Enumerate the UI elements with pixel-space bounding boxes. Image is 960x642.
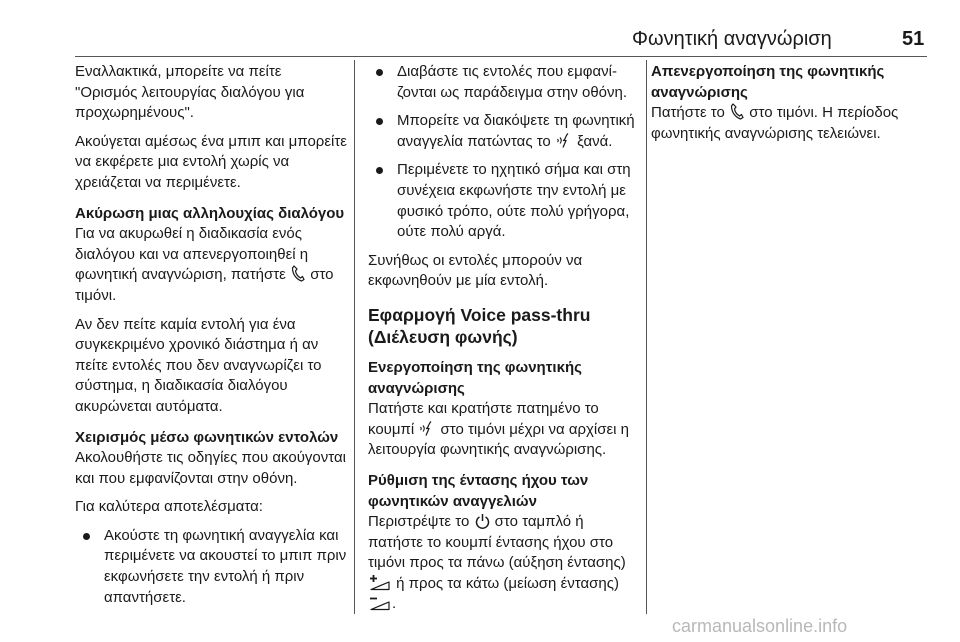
paragraph: Ακολουθήστε τις οδηγίες που ακούγονται και που εμφανίζονται στην οθόνη. bbox=[75, 449, 346, 487]
paragraph: Για καλύτερα αποτελέσματα: bbox=[75, 498, 263, 516]
section-heading: Χειρισμός μέσω φωνητικών εντολών bbox=[75, 428, 339, 446]
paragraph: Συνήθως οι εντολές μπορούν να εκφωνηθούν με μία εντολή. bbox=[368, 251, 583, 290]
section-heading: Ακύρωση μιας αλληλουχίας διαλόγου bbox=[75, 204, 345, 222]
bullet-list bbox=[368, 62, 638, 243]
column-separator bbox=[354, 60, 355, 614]
paragraph: Για να ακυρωθεί η διαδικασία ενός διαλόγου και να απενεργοποιηθεί η φωνητική αναγνώριση, πατήστε στο τιμόνι. bbox=[75, 225, 334, 304]
header-rule bbox=[75, 56, 927, 57]
list-item: Περιμένετε το ηχητικό σήμα και στη συνέχεια εκφωνήστε την εντολή με φυσικό τρόπο, ούτε πολύ γρήγορα, ούτε πολύ αργά. bbox=[368, 160, 638, 242]
paragraph: Αν δεν πείτε καμία εντολή για ένα συγκεκριμένο χρονικό διάστημα ή αν πείτε εντολές που δεν αναγνωρίζει το σύστημα, η διαδικασία διαλόγου ακυρώνεται αυτόματα. bbox=[75, 315, 322, 415]
power-knob-icon bbox=[475, 513, 490, 529]
section-heading: Εφαρμογή Voice pass-thru (Διέλευση φωνής) bbox=[368, 304, 591, 347]
phone-hangup-icon bbox=[291, 265, 305, 282]
paragraph: Ακούγεται αμέσως ένα μπιπ και μπορείτε να εκφέρετε μια εντολή χωρίς να χρειάζεται να περιμένετε. bbox=[75, 132, 347, 191]
page-number: 51 bbox=[902, 28, 925, 50]
section-heading: Ενεργοποίηση της φωνητικής αναγνώρισης bbox=[368, 358, 582, 397]
volume-up-icon bbox=[369, 574, 391, 591]
volume-down-icon bbox=[369, 594, 391, 611]
column-separator bbox=[646, 60, 647, 614]
phone-hangup-icon bbox=[730, 103, 744, 120]
voice-command-icon bbox=[556, 132, 572, 149]
section-heading: Απενεργοποίηση της φωνητικής αναγνώρισης bbox=[651, 63, 885, 101]
paragraph: Περιστρέψτε το στο ταμπλό ή πατήστε το κουμπί έντασης ήχου στο τιμόνι προς τα πάνω (αύξηση έντασης) ή προς τα κάτω (μείωση έντασης) . bbox=[368, 513, 626, 613]
column-1 bbox=[75, 62, 347, 616]
paragraph: Εναλλακτικά, μπορείτε να πείτε "Ορισμός λειτουργίας διαλόγου για προχωρημένους". bbox=[75, 63, 305, 122]
voice-command-icon bbox=[419, 420, 435, 437]
page-title: Φωνητική αναγνώριση bbox=[632, 28, 832, 50]
paragraph: Πατήστε το στο τιμόνι. Η περίοδος φωνητικής αναγνώρισης τελειώνει. bbox=[651, 104, 899, 142]
paragraph: Πατήστε και κρατήστε πατημένο το κουμπί στο τιμόνι μέχρι να αρχίσει η λειτουργία φωνητικής αναγνώρισης. bbox=[368, 400, 630, 459]
list-item: Ακούστε τη φωνητική αναγγελία και περιμένετε να ακουστεί το μπιπ πριν εκφωνήσετε την εντολή ή πριν απαντήσετε. bbox=[75, 526, 347, 608]
column-3 bbox=[651, 62, 927, 152]
list-item: Διαβάστε τις εντολές που εμφανίζονται ως παράδειγμα στην οθόνη. bbox=[368, 62, 638, 103]
column-2 bbox=[368, 62, 638, 623]
list-item: Μπορείτε να διακόψετε τη φωνητική αναγγελία πατώντας το ξανά. bbox=[368, 111, 638, 152]
watermark: carmanualsonline.info bbox=[672, 616, 848, 636]
section-heading: Ρύθμιση της έντασης ήχου των φωνητικών αναγγελιών bbox=[368, 471, 589, 510]
bullet-list bbox=[75, 526, 347, 608]
